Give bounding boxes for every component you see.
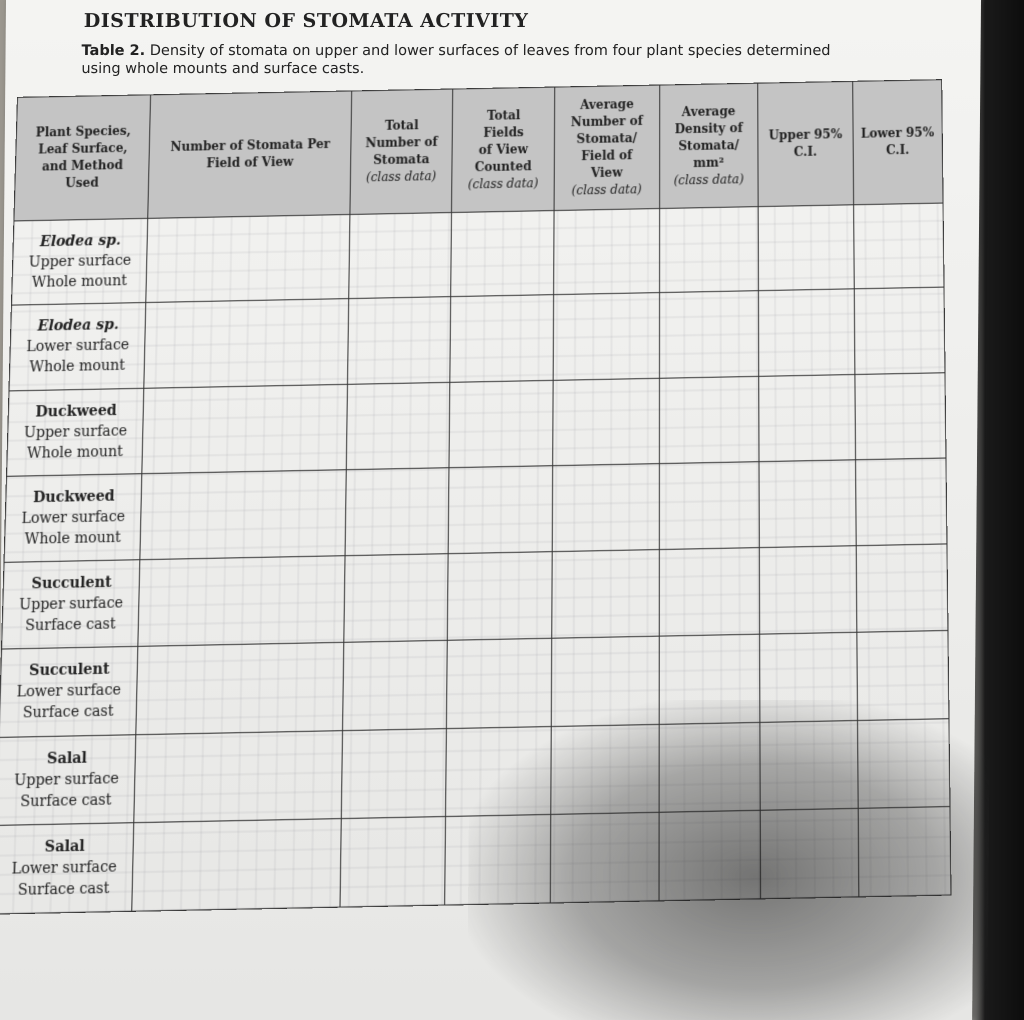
blank-entry-cell[interactable] xyxy=(554,209,660,295)
table-row xyxy=(0,806,951,914)
row-label-cell xyxy=(0,647,138,737)
column-header-line: Leaf Surface, xyxy=(38,140,128,157)
blank-entry-cell[interactable] xyxy=(759,460,856,548)
species-name: Elodea sp. xyxy=(37,317,120,336)
blank-entry-cell[interactable] xyxy=(342,641,447,731)
blank-entry-cell[interactable] xyxy=(341,728,447,818)
blank-entry-cell[interactable] xyxy=(142,384,347,474)
blank-entry-cell[interactable] xyxy=(134,730,342,822)
blank-entry-cell[interactable] xyxy=(448,465,552,553)
row-label-cell xyxy=(11,218,148,305)
blank-entry-cell[interactable] xyxy=(136,643,343,735)
blank-entry-cell[interactable] xyxy=(659,376,759,464)
leaf-surface: Upper surface xyxy=(28,252,132,271)
blank-entry-cell[interactable] xyxy=(138,556,344,647)
species-name: Elodea sp. xyxy=(39,232,122,251)
blank-entry-cell[interactable] xyxy=(854,372,945,459)
blank-entry-cell[interactable] xyxy=(659,722,761,812)
blank-entry-cell[interactable] xyxy=(854,287,945,374)
row-label-cell xyxy=(0,822,134,914)
row-label-cell xyxy=(0,734,136,825)
blank-entry-cell[interactable] xyxy=(146,214,349,302)
stomata-table-wrapper xyxy=(0,79,951,914)
column-header-line: Used xyxy=(65,175,99,191)
column-header-line: and Method xyxy=(41,157,124,174)
row-label-cell xyxy=(4,473,142,562)
leaf-surface: Upper surface xyxy=(13,770,120,790)
column-header-line: C.I. xyxy=(885,142,910,158)
blank-entry-cell[interactable] xyxy=(858,806,951,897)
blank-entry-cell[interactable] xyxy=(340,816,446,907)
column-header-line: Number of xyxy=(365,134,438,151)
column-header-line: Lower 95% xyxy=(860,125,935,141)
blank-entry-cell[interactable] xyxy=(450,295,553,382)
blank-entry-cell[interactable] xyxy=(759,374,855,461)
blank-entry-cell[interactable] xyxy=(552,463,659,551)
column-header-line: Fields xyxy=(483,124,524,140)
blank-entry-cell[interactable] xyxy=(659,634,760,723)
blank-entry-cell[interactable] xyxy=(348,213,451,299)
column-header-note: (class data) xyxy=(365,168,437,185)
blank-entry-cell[interactable] xyxy=(451,211,554,297)
page-title: DISTRIBUTION OF STOMATA ACTIVITY xyxy=(83,10,529,32)
column-header-line: Stomata xyxy=(373,152,430,168)
blank-entry-cell[interactable] xyxy=(140,469,346,559)
blank-entry-cell[interactable] xyxy=(347,297,451,384)
blank-entry-cell[interactable] xyxy=(144,299,348,388)
stomata-density-table xyxy=(0,79,951,914)
blank-entry-cell[interactable] xyxy=(857,718,950,808)
blank-entry-cell[interactable] xyxy=(550,812,659,903)
column-header-line: Field of xyxy=(581,148,633,164)
column-header-line: Stomata/ xyxy=(576,130,638,147)
column-header-line: Number of xyxy=(570,113,643,130)
column-header-line: Stomata/ xyxy=(678,137,739,153)
blank-entry-cell[interactable] xyxy=(448,552,553,641)
blank-entry-cell[interactable] xyxy=(759,546,856,635)
table-header-row xyxy=(14,80,943,221)
column-header xyxy=(14,95,151,221)
blank-entry-cell[interactable] xyxy=(760,808,858,899)
method: Surface cast xyxy=(20,791,112,811)
column-header-line: Average xyxy=(681,103,736,119)
row-label-cell xyxy=(9,303,146,391)
blank-entry-cell[interactable] xyxy=(132,818,341,911)
table-body xyxy=(0,203,951,914)
blank-entry-cell[interactable] xyxy=(856,544,948,633)
caption-label: Table 2. xyxy=(81,43,146,59)
row-label-cell xyxy=(2,560,141,650)
blank-entry-cell[interactable] xyxy=(853,203,944,289)
leaf-surface: Upper surface xyxy=(23,422,128,442)
column-header-line: of View xyxy=(478,141,528,157)
blank-entry-cell[interactable] xyxy=(856,631,948,720)
column-header xyxy=(148,91,351,218)
species-name: Succulent xyxy=(31,574,112,593)
method: Surface cast xyxy=(22,703,114,723)
column-header-line: C.I. xyxy=(793,144,818,160)
column-header-line: View xyxy=(590,165,623,181)
leaf-surface: Lower surface xyxy=(16,682,122,702)
blank-entry-cell[interactable] xyxy=(345,467,450,555)
method: Whole mount xyxy=(31,273,128,292)
column-header-line: Density of xyxy=(674,120,743,136)
column-header-note: (class data) xyxy=(467,175,539,192)
column-header xyxy=(350,89,453,214)
leaf-surface: Upper surface xyxy=(18,595,124,614)
blank-entry-cell[interactable] xyxy=(449,380,553,468)
blank-entry-cell[interactable] xyxy=(759,289,855,376)
blank-entry-cell[interactable] xyxy=(855,458,947,546)
blank-entry-cell[interactable] xyxy=(760,633,857,722)
method: Whole mount xyxy=(29,357,126,377)
caption-text: Density of stomata on upper and lower surfaces of leaves from four plant species determined using whole mounts and surface casts. xyxy=(81,43,831,77)
species-name: Salal xyxy=(46,749,88,768)
method: Surface cast xyxy=(17,880,110,899)
column-header-line: Total xyxy=(384,118,419,133)
blank-entry-cell[interactable] xyxy=(758,205,854,291)
species-name: Duckweed xyxy=(32,488,115,507)
blank-entry-cell[interactable] xyxy=(446,726,551,816)
blank-entry-cell[interactable] xyxy=(760,720,858,810)
species-name: Duckweed xyxy=(35,402,117,421)
method: Surface cast xyxy=(24,616,116,635)
row-label-cell xyxy=(7,388,145,476)
method: Whole mount xyxy=(24,529,122,548)
column-header-line: Total xyxy=(486,107,521,123)
column-header-line: Number of Stomata Per xyxy=(170,136,331,155)
column-header-line: Average xyxy=(580,97,634,113)
blank-entry-cell[interactable] xyxy=(659,207,758,293)
column-header-note: (class data) xyxy=(571,182,642,198)
leaf-surface: Lower surface xyxy=(21,508,126,528)
blank-entry-cell[interactable] xyxy=(343,554,448,643)
blank-entry-cell[interactable] xyxy=(346,382,450,470)
blank-entry-cell[interactable] xyxy=(659,548,760,637)
table-caption xyxy=(81,42,841,78)
blank-entry-cell[interactable] xyxy=(659,461,760,549)
column-header xyxy=(852,80,943,205)
method: Whole mount xyxy=(26,443,124,462)
column-header xyxy=(554,85,659,210)
blank-entry-cell[interactable] xyxy=(447,638,552,728)
leaf-surface: Lower surface xyxy=(26,337,130,356)
blank-entry-cell[interactable] xyxy=(445,814,551,905)
blank-entry-cell[interactable] xyxy=(553,293,659,380)
blank-entry-cell[interactable] xyxy=(659,291,759,378)
column-header xyxy=(659,83,758,208)
column-header-line: Upper 95% xyxy=(768,127,843,143)
blank-entry-cell[interactable] xyxy=(553,378,660,466)
column-header-line: Plant Species, xyxy=(35,123,132,140)
column-header-note: (class data) xyxy=(673,171,744,188)
blank-entry-cell[interactable] xyxy=(552,550,659,639)
species-name: Succulent xyxy=(28,661,110,680)
blank-entry-cell[interactable] xyxy=(659,810,761,901)
column-header xyxy=(758,81,853,206)
blank-entry-cell[interactable] xyxy=(551,724,659,814)
blank-entry-cell[interactable] xyxy=(551,636,659,726)
leaf-surface: Lower surface xyxy=(11,858,117,878)
species-name: Salal xyxy=(44,837,86,856)
column-header xyxy=(452,87,555,212)
column-header-line: Counted xyxy=(474,158,532,174)
column-header-line: Field of View xyxy=(206,154,294,171)
column-header-line: mm² xyxy=(693,154,725,170)
